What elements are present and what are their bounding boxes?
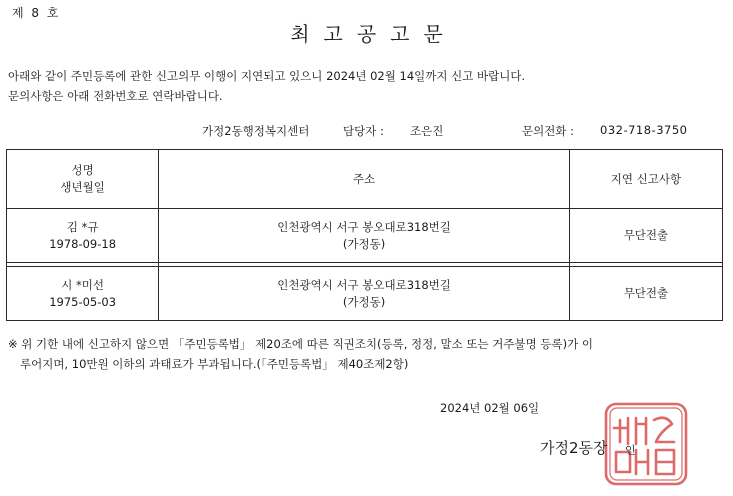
contact-office: 가정2동행정복지센터 bbox=[202, 124, 310, 138]
row-name-birth bbox=[7, 209, 159, 263]
row-status: 무단전출 bbox=[569, 267, 722, 321]
table-row bbox=[7, 267, 723, 321]
row-name: 시 *미선 bbox=[61, 277, 104, 292]
row-address bbox=[159, 267, 570, 321]
document-number: 제 8 호 bbox=[12, 6, 61, 20]
header-name-birth bbox=[7, 150, 159, 209]
header-name: 성명 bbox=[71, 163, 94, 177]
notice-line-2: 문의사항은 아래 전화번호로 연락바랍니다. bbox=[8, 89, 223, 103]
row-address-district: (가정동) bbox=[342, 294, 386, 309]
official-seal-stamp bbox=[600, 398, 692, 490]
signature-title: 가정2동장 bbox=[540, 439, 608, 457]
row-name-birth bbox=[7, 267, 159, 321]
row-birth: 1978-09-18 bbox=[49, 236, 117, 251]
table-header-row bbox=[7, 150, 723, 209]
footnote-line-1: ※ 위 기한 내에 신고하지 않으면 「주민등록법」 제20조에 따른 직권조치(등록, 정정, 말소 또는 거주불명 등록)가 이 bbox=[8, 337, 593, 351]
row-status: 무단전출 bbox=[569, 209, 722, 263]
notice-line-1: 아래와 같이 주민등록에 관한 신고의무 이행이 지연되고 있으니 2024년 02월 14일까지 신고 바랍니다. bbox=[8, 69, 526, 83]
notice-table bbox=[6, 149, 723, 321]
header-birth: 생년월일 bbox=[60, 180, 105, 194]
contact-manager: 조은진 bbox=[410, 124, 444, 138]
page-title: 최고공고문 bbox=[290, 22, 457, 46]
contact-phone: 032-718-3750 bbox=[600, 123, 688, 137]
table-row bbox=[7, 209, 723, 263]
row-address-street: 인천광역시 서구 봉오대로318번길 bbox=[277, 219, 451, 234]
issue-date: 2024년 02월 06일 bbox=[440, 401, 540, 415]
row-address-street: 인천광역시 서구 봉오대로318번길 bbox=[277, 277, 451, 292]
footnote-line-2: 루어지며, 10만원 이하의 과태료가 부과됩니다.(「주민등록법」 제40조제2항) bbox=[20, 357, 409, 371]
row-birth: 1975-05-03 bbox=[49, 294, 117, 309]
signature-suffix: 인 bbox=[625, 444, 636, 457]
contact-phone-label: 문의전화 : bbox=[522, 124, 574, 138]
row-address bbox=[159, 209, 570, 263]
row-address-district: (가정동) bbox=[342, 236, 386, 251]
row-name: 김 *규 bbox=[66, 219, 99, 234]
header-status: 지연 신고사항 bbox=[569, 150, 722, 209]
header-address: 주소 bbox=[159, 150, 570, 209]
contact-manager-label: 담당자 : bbox=[343, 124, 384, 138]
